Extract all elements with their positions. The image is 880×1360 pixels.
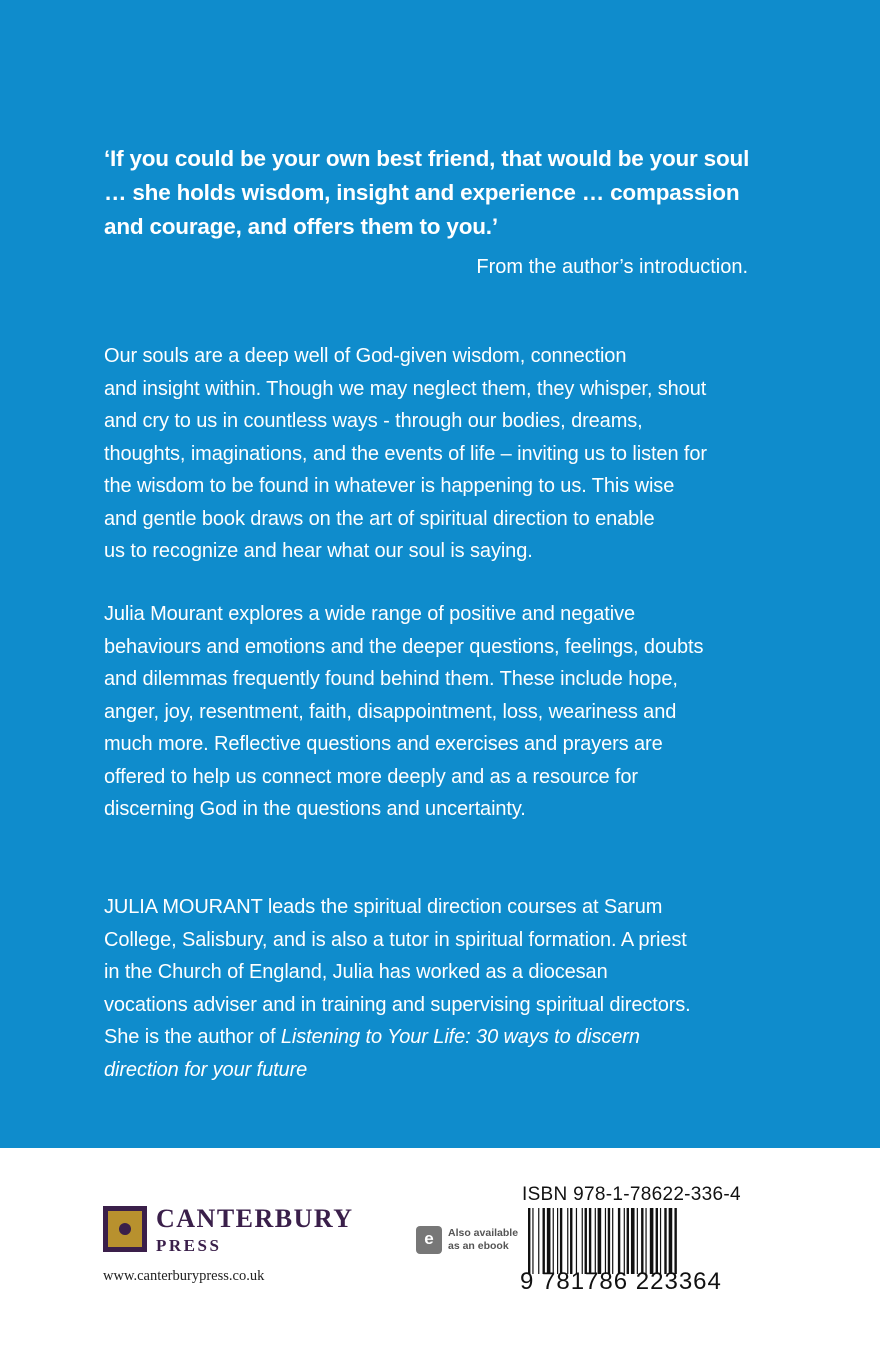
isbn-label: ISBN 978-1-78622-336-4 <box>522 1184 741 1205</box>
text-line: Julia Mourant explores a wide range of positive and negative <box>104 603 635 625</box>
publisher-name: CANTERBURY <box>156 1204 354 1233</box>
imprint-strip <box>0 1148 880 1360</box>
bio-prefix: She is the author of <box>104 1026 281 1048</box>
text-line: JULIA MOURANT leads the spiritual direction courses at Sarum <box>104 896 663 918</box>
text-line: vocations adviser and in training and supervising spiritual directors. <box>104 993 691 1016</box>
ebook-line: Also available <box>448 1227 519 1239</box>
ebook-line: as an ebook <box>448 1240 509 1252</box>
book-title-continued: direction for your future <box>104 1058 308 1081</box>
text-line: and gentle book draws on the art of spiritual direction to enable <box>104 507 655 530</box>
quote-line: ‘If you could be your own best friend, that would be your soul <box>104 146 750 171</box>
author-bio <box>104 891 804 1086</box>
quote-attribution: From the author’s introduction. <box>476 256 748 278</box>
ebook-e-icon: e <box>416 1226 442 1254</box>
text-line: thoughts, imaginations, and the events of life – inviting us to listen for <box>104 442 707 465</box>
text-line: much more. Reflective questions and exercises and prayers are <box>104 733 663 755</box>
text-line: discerning God in the questions and uncertainty. <box>104 798 526 820</box>
text-line: and dilemmas frequently found behind them. These include hope, <box>104 668 678 690</box>
text-line: College, Salisbury, and is also a tutor in spiritual formation. A priest <box>104 928 687 951</box>
publisher-logo-icon <box>103 1206 147 1252</box>
text-line: us to recognize and hear what our soul is saying. <box>104 540 533 562</box>
text-line: Our souls are a deep well of God-given wisdom, connection <box>104 345 627 367</box>
text-line: and cry to us in countless ways - through our bodies, dreams, <box>104 410 643 432</box>
book-title: Listening to Your Life: 30 ways to discern <box>280 1026 640 1048</box>
pull-quote <box>104 142 784 244</box>
publisher-url: www.canterburypress.co.uk <box>103 1268 265 1284</box>
quote-line: and courage, and offers them to you.’ <box>104 214 498 239</box>
text-line: and insight within. Though we may neglect them, they whisper, shout <box>104 377 707 400</box>
quote-line: … she holds wisdom, insight and experience … compassion <box>104 180 740 205</box>
text-line <box>104 1021 804 1054</box>
barcode <box>528 1208 748 1274</box>
text-line: offered to help us connect more deeply and as a resource for <box>104 765 638 788</box>
publisher-subname: PRESS <box>156 1236 222 1255</box>
description-paragraph-2 <box>104 598 804 826</box>
text-line: anger, joy, resentment, faith, disappointment, loss, weariness and <box>104 700 677 723</box>
text-line: the wisdom to be found in whatever is happening to us. This wise <box>104 475 675 497</box>
text-line: behaviours and emotions and the deeper questions, feelings, doubts <box>104 635 704 658</box>
description-paragraph-1 <box>104 340 804 568</box>
barcode-digits: 9 781786 223364 <box>520 1268 722 1295</box>
ebook-notice <box>448 1227 518 1253</box>
text-line: in the Church of England, Julia has worked as a diocesan <box>104 961 608 983</box>
